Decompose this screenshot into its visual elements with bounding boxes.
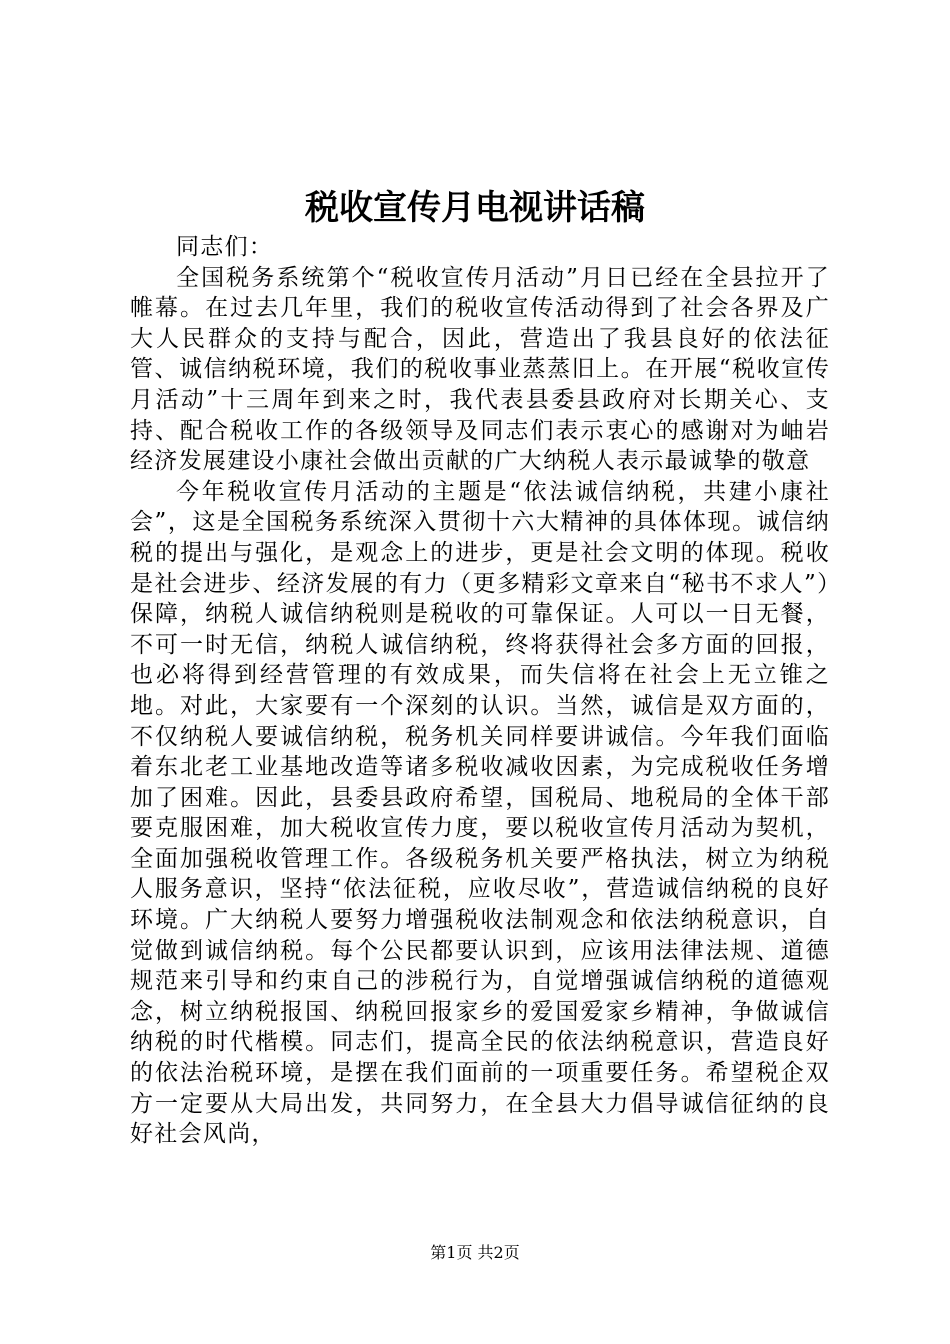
document-title: 税收宣传月电视讲话稿 <box>305 188 645 228</box>
paragraph-2: 今年税收宣传月活动的主题是“依法诚信纳税，共建小康社会”，这是全国税务系统深入贯彻十六大精神的具体体现。诚信纳税的提出与强化，是观念上的进步，更是社会文明的体现。税收是社会进步、经济发展的有力（更多精彩文章来自“秘书不求人”）保障，纳税人诚信纳税则是税收的可靠保证。人可以一日无餐，不可一时无信，纳税人诚信纳税，终将获得社会多方面的回报，也必将得到经营管理的有效成果，而失信将在社会上无立锥之地。对此，大家要有一个深刻的认识。当然，诚信是双方面的，不仅纳税人要诚信纳税，税务机关同样要讲诚信。今年我们面临着东北老工业基地改造等诸多税收减收因素，为完成税收任务增加了困难。因此，县委县政府希望，国税局、地税局的全体干部要克服困难，加大税收宣传力度，要以税收宣传月活动为契机，全面加强税收管理工作。各级税务机关要严格执法，树立为纳税人服务意识，坚持“依法征税，应收尽收”，营造诚信纳税的良好环境。广大纳税人要努力增强税收法制观念和依法纳税意识，自觉做到诚信纳税。每个公民都要认识到，应该用法律法规、道德规范来引导和约束自己的涉税行为，自觉增强诚信纳税的道德观念，树立纳税报国、纳税回报家乡的爱国爱家乡精神，争做诚信纳税的时代楷模。同志们，提高全民的依法纳税意识，营造良好的依法治税环境，是摆在我们面前的一项重要任务。希望税企双方一定要从大局出发，共同努力，在全县大力倡导诚信征纳的良好社会风尚， <box>130 478 830 1148</box>
paragraph-1: 全国税务系统第个“税收宣传月活动”月日已经在全县拉开了帷幕。在过去几年里，我们的税收宣传活动得到了社会各界及广大人民群众的支持与配合，因此，营造出了我县良好的依法征管、诚信纳税环境，我们的税收事业蒸蒸旧上。在开展“税收宣传月活动”十三周年到来之时，我代表县委县政府对长期关心、支持、配合税收工作的各级领导及同志们表示衷心的感谢对为岫岩经济发展建设小康社会做出贡献的广大纳税人表示最诚挚的敬意 <box>130 264 830 475</box>
document-body <box>130 232 830 1150</box>
page-number-footer: 第1页 共2页 <box>430 1243 520 1262</box>
salutation: 同志们： <box>176 234 274 260</box>
